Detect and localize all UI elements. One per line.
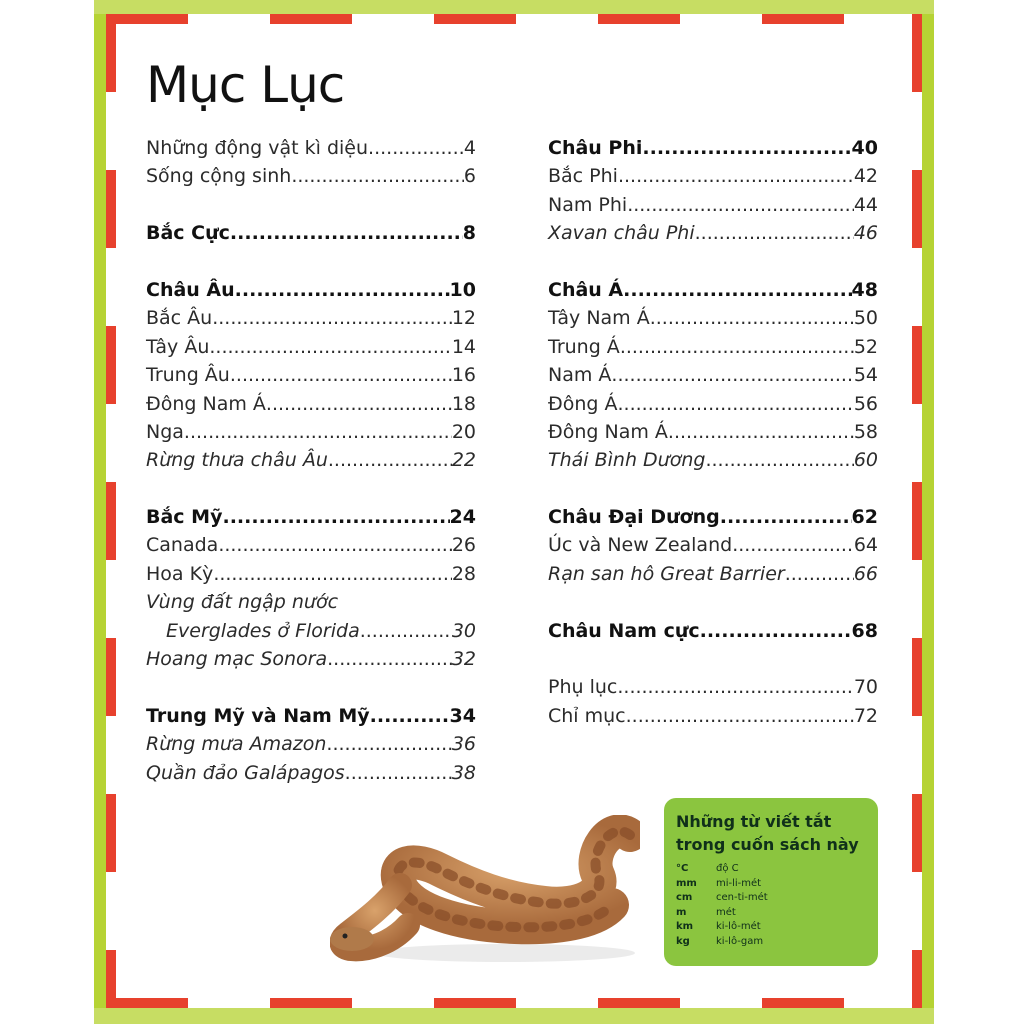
toc-entry: [548, 702, 878, 730]
toc-dot-leader: [720, 503, 852, 531]
toc-entry: [548, 333, 878, 361]
toc-dot-leader: [705, 446, 853, 474]
toc-dot-leader: [222, 503, 449, 531]
toc-entry-page-number: 30: [451, 619, 476, 642]
green-border-top: [94, 0, 934, 14]
green-border-bottom: [94, 1008, 934, 1024]
toc-dot-leader: [184, 418, 452, 446]
toc-dot-leader: [209, 333, 451, 361]
toc-entry-label: Phụ lục: [548, 676, 618, 699]
toc-entry-page-number: 48: [851, 278, 878, 301]
toc-entry-label: Đông Á: [548, 392, 618, 415]
toc-entry: [146, 219, 476, 247]
toc-entry-page-number: 44: [853, 193, 878, 216]
toc-dot-leader: [212, 304, 452, 332]
toc-dot-leader: [650, 304, 854, 332]
toc-dot-leader: [230, 361, 452, 389]
toc-entry: [146, 531, 476, 559]
toc-entry-page-number: 38: [451, 761, 476, 784]
toc-dot-leader: [213, 560, 452, 588]
toc-entry-label: Canada: [146, 534, 219, 557]
toc-entry-label: Hoang mạc Sonora: [146, 648, 328, 671]
abbreviation-meaning: mi-li-mét: [716, 877, 762, 889]
toc-entry: [146, 361, 476, 389]
toc-entry: [146, 588, 476, 616]
toc-entry-page-number: 40: [851, 137, 878, 159]
snake-illustration: [330, 815, 640, 965]
toc-entry-label: Châu Nam cực: [548, 619, 700, 642]
abbreviation-meaning: ki-lô-mét: [716, 921, 761, 932]
toc-entry: [146, 503, 476, 531]
toc-entry-page-number: 60: [853, 449, 878, 472]
toc-entry-page-number: 6: [463, 165, 476, 188]
toc-entry-page-number: 20: [451, 420, 476, 443]
toc-entry: [548, 191, 878, 219]
toc-entry-page-number: 10: [449, 278, 476, 301]
toc-entry-page-number: 36: [451, 733, 476, 756]
toc-dot-leader: [642, 134, 851, 162]
toc-dot-leader: [370, 702, 450, 730]
green-border-left: [94, 0, 106, 1024]
toc-dot-leader: [695, 219, 854, 247]
toc-dot-leader: [266, 390, 452, 418]
toc-dot-leader: [623, 276, 851, 304]
toc-entry-page-number: 16: [451, 364, 476, 387]
toc-dot-leader: [326, 730, 451, 758]
toc-entry: [146, 134, 476, 162]
toc-entry-label: Bắc Phi: [548, 165, 618, 188]
toc-entry: [146, 390, 476, 418]
toc-dot-leader: [291, 162, 464, 190]
toc-entry-label: Châu Đại Dương: [548, 506, 720, 529]
toc-dot-leader: [620, 333, 854, 361]
toc-entry-page-number: 14: [451, 335, 476, 358]
toc-entry: [548, 304, 878, 332]
toc-entry-page-number: 42: [853, 165, 878, 188]
toc-entry: [548, 162, 878, 190]
abbreviation-row: [676, 877, 872, 892]
toc-entry-page-number: 56: [853, 392, 878, 415]
abbreviation-key: m: [676, 906, 687, 918]
striped-border-top: [106, 14, 922, 24]
abbreviation-key: cm: [676, 892, 693, 903]
toc-entry-page-number: 72: [853, 704, 878, 727]
toc-entry: [146, 276, 476, 304]
toc-entry: [146, 162, 476, 190]
toc-entry-page-number: 54: [853, 364, 878, 387]
abbreviations-box: [664, 798, 878, 966]
toc-entry-label: Bắc Mỹ: [146, 506, 223, 529]
toc-entry: [146, 304, 476, 332]
toc-entry-label: Thái Bình Dương: [548, 449, 706, 472]
striped-border-right: [912, 14, 922, 1008]
toc-entry: [548, 219, 878, 247]
toc-dot-leader: [368, 134, 464, 162]
toc-entry-page-number: 32: [451, 648, 476, 671]
toc-dot-leader: [618, 390, 854, 418]
abbreviations-title: Những từ viết tắt trong cuốn sách này: [676, 812, 859, 854]
toc-entry-page-number: 26: [451, 534, 476, 557]
page-title: Mục Lục: [146, 56, 345, 114]
toc-dot-leader: [235, 276, 450, 304]
abbreviation-row: [676, 906, 872, 921]
toc-dot-leader: [785, 560, 854, 588]
toc-dot-leader: [230, 219, 463, 247]
toc-entry: [548, 673, 878, 701]
toc-entry-page-number: 70: [853, 676, 878, 699]
toc-entry-page-number: 64: [853, 534, 878, 557]
toc-entry: [548, 531, 878, 559]
toc-entry-label: Bắc Âu: [146, 307, 213, 330]
toc-dot-leader: [626, 702, 854, 730]
toc-entry: [548, 418, 878, 446]
toc-entry: [146, 418, 476, 446]
toc-entry: [146, 702, 476, 730]
toc-entry: [146, 617, 476, 645]
toc-entry-label: Tây Âu: [146, 335, 210, 358]
toc-entry-page-number: 46: [853, 222, 878, 245]
toc-entry-label: Trung Mỹ và Nam Mỹ: [146, 704, 370, 727]
toc-dot-leader: [360, 617, 452, 645]
abbreviation-row: [676, 920, 872, 935]
toc-entry: [146, 645, 476, 673]
toc-left-column: [146, 134, 476, 787]
striped-border-bottom: [106, 998, 922, 1008]
toc-entry-page-number: 24: [449, 506, 476, 529]
toc-entry: [548, 361, 878, 389]
toc-entry: [548, 560, 878, 588]
green-border-right: [922, 0, 934, 1024]
toc-entry-label: Sống cộng sinh: [146, 165, 292, 188]
toc-entry-label: Châu Phi: [548, 137, 643, 159]
toc-entry-label: Trung Âu: [146, 364, 230, 387]
toc-entry-page-number: 62: [851, 506, 878, 529]
abbreviation-meaning: ki-lô-gam: [716, 935, 764, 947]
toc-entry-page-number: 4: [463, 137, 476, 159]
toc-entry-label: Rạn san hô Great Barrier: [548, 562, 785, 585]
toc-entry-label: Đông Nam Á: [146, 392, 266, 415]
toc-entry: [548, 617, 878, 645]
toc-dot-leader: [627, 191, 854, 219]
toc-entry-label: Tây Nam Á: [548, 307, 650, 330]
toc-entry-page-number: 66: [853, 562, 878, 585]
toc-right-column: [548, 134, 878, 730]
toc-entry-label: Nam Á: [548, 364, 612, 387]
toc-entry: [146, 759, 476, 787]
toc-entry-label: Rừng thưa châu Âu: [146, 449, 328, 472]
snake-eye: [343, 934, 348, 939]
toc-entry-label: Nga: [146, 420, 184, 443]
abbreviation-key: km: [676, 921, 694, 932]
toc-dot-leader: [732, 531, 854, 559]
toc-dot-leader: [617, 673, 853, 701]
toc-entry-page-number: 18: [451, 392, 476, 415]
toc-dot-leader: [611, 361, 853, 389]
toc-entry: [548, 276, 878, 304]
toc-dot-leader: [218, 531, 452, 559]
abbreviation-key: °C: [676, 863, 689, 874]
toc-dot-leader: [618, 162, 854, 190]
striped-border-left: [106, 14, 116, 1008]
toc-dot-leader: [327, 645, 452, 673]
abbreviation-meaning: độ C: [716, 863, 739, 874]
toc-entry: [146, 333, 476, 361]
toc-entry-label: Nam Phi: [548, 193, 628, 216]
toc-entry-page-number: 12: [451, 307, 476, 330]
abbreviation-meaning: cen-ti-mét: [716, 892, 768, 903]
toc-entry-label: Xavan châu Phi: [548, 222, 695, 245]
toc-entry: [146, 560, 476, 588]
snake-head: [330, 927, 374, 951]
toc-entry-label: Rừng mưa Amazon: [146, 733, 327, 756]
abbreviations-list: [676, 862, 872, 949]
toc-entry: [548, 446, 878, 474]
toc-entry-label: Trung Á: [548, 335, 620, 358]
snake-shadow: [375, 944, 635, 962]
toc-entry-label: Úc và New Zealand: [548, 534, 733, 557]
toc-entry-label: Những động vật kì diệu: [146, 137, 369, 159]
abbreviation-key: kg: [676, 935, 690, 947]
toc-entry-page-number: 34: [449, 704, 476, 727]
toc-entry: [548, 390, 878, 418]
toc-entry-label: Châu Á: [548, 278, 624, 301]
abbreviation-row: [676, 862, 872, 877]
toc-entry: [146, 446, 476, 474]
toc-dot-leader: [345, 759, 452, 787]
toc-entry-label: Đông Nam Á: [548, 420, 668, 443]
toc-entry: [146, 730, 476, 758]
abbreviation-row: [676, 891, 872, 906]
toc-dot-leader: [668, 418, 854, 446]
toc-entry-page-number: 22: [451, 449, 476, 472]
toc-entry-label: Vùng đất ngập nước: [146, 591, 339, 614]
abbreviation-key: mm: [676, 877, 697, 889]
toc-entry-page-number: 8: [462, 222, 476, 245]
abbreviation-meaning: mét: [716, 906, 736, 918]
toc-entry-page-number: 28: [451, 562, 476, 585]
toc-entry-page-number: 52: [853, 335, 878, 358]
toc-entry-page-number: 68: [851, 619, 878, 642]
toc-dot-leader: [328, 446, 452, 474]
toc-entry-label: Quần đảo Galápagos: [146, 761, 345, 784]
toc-entry: [548, 503, 878, 531]
toc-entry-page-number: 50: [853, 307, 878, 330]
toc-entry-label: Châu Âu: [146, 278, 235, 301]
toc-dot-leader: [700, 617, 852, 645]
toc-entry: [548, 134, 878, 162]
toc-entry-label: Chỉ mục: [548, 704, 626, 727]
toc-entry-label: Hoa Kỳ: [146, 562, 214, 585]
toc-entry-page-number: 58: [853, 420, 878, 443]
toc-entry-label: Everglades ở Florida: [166, 619, 360, 642]
toc-entry-label: Bắc Cực: [146, 222, 230, 245]
abbreviation-row: [676, 935, 872, 950]
